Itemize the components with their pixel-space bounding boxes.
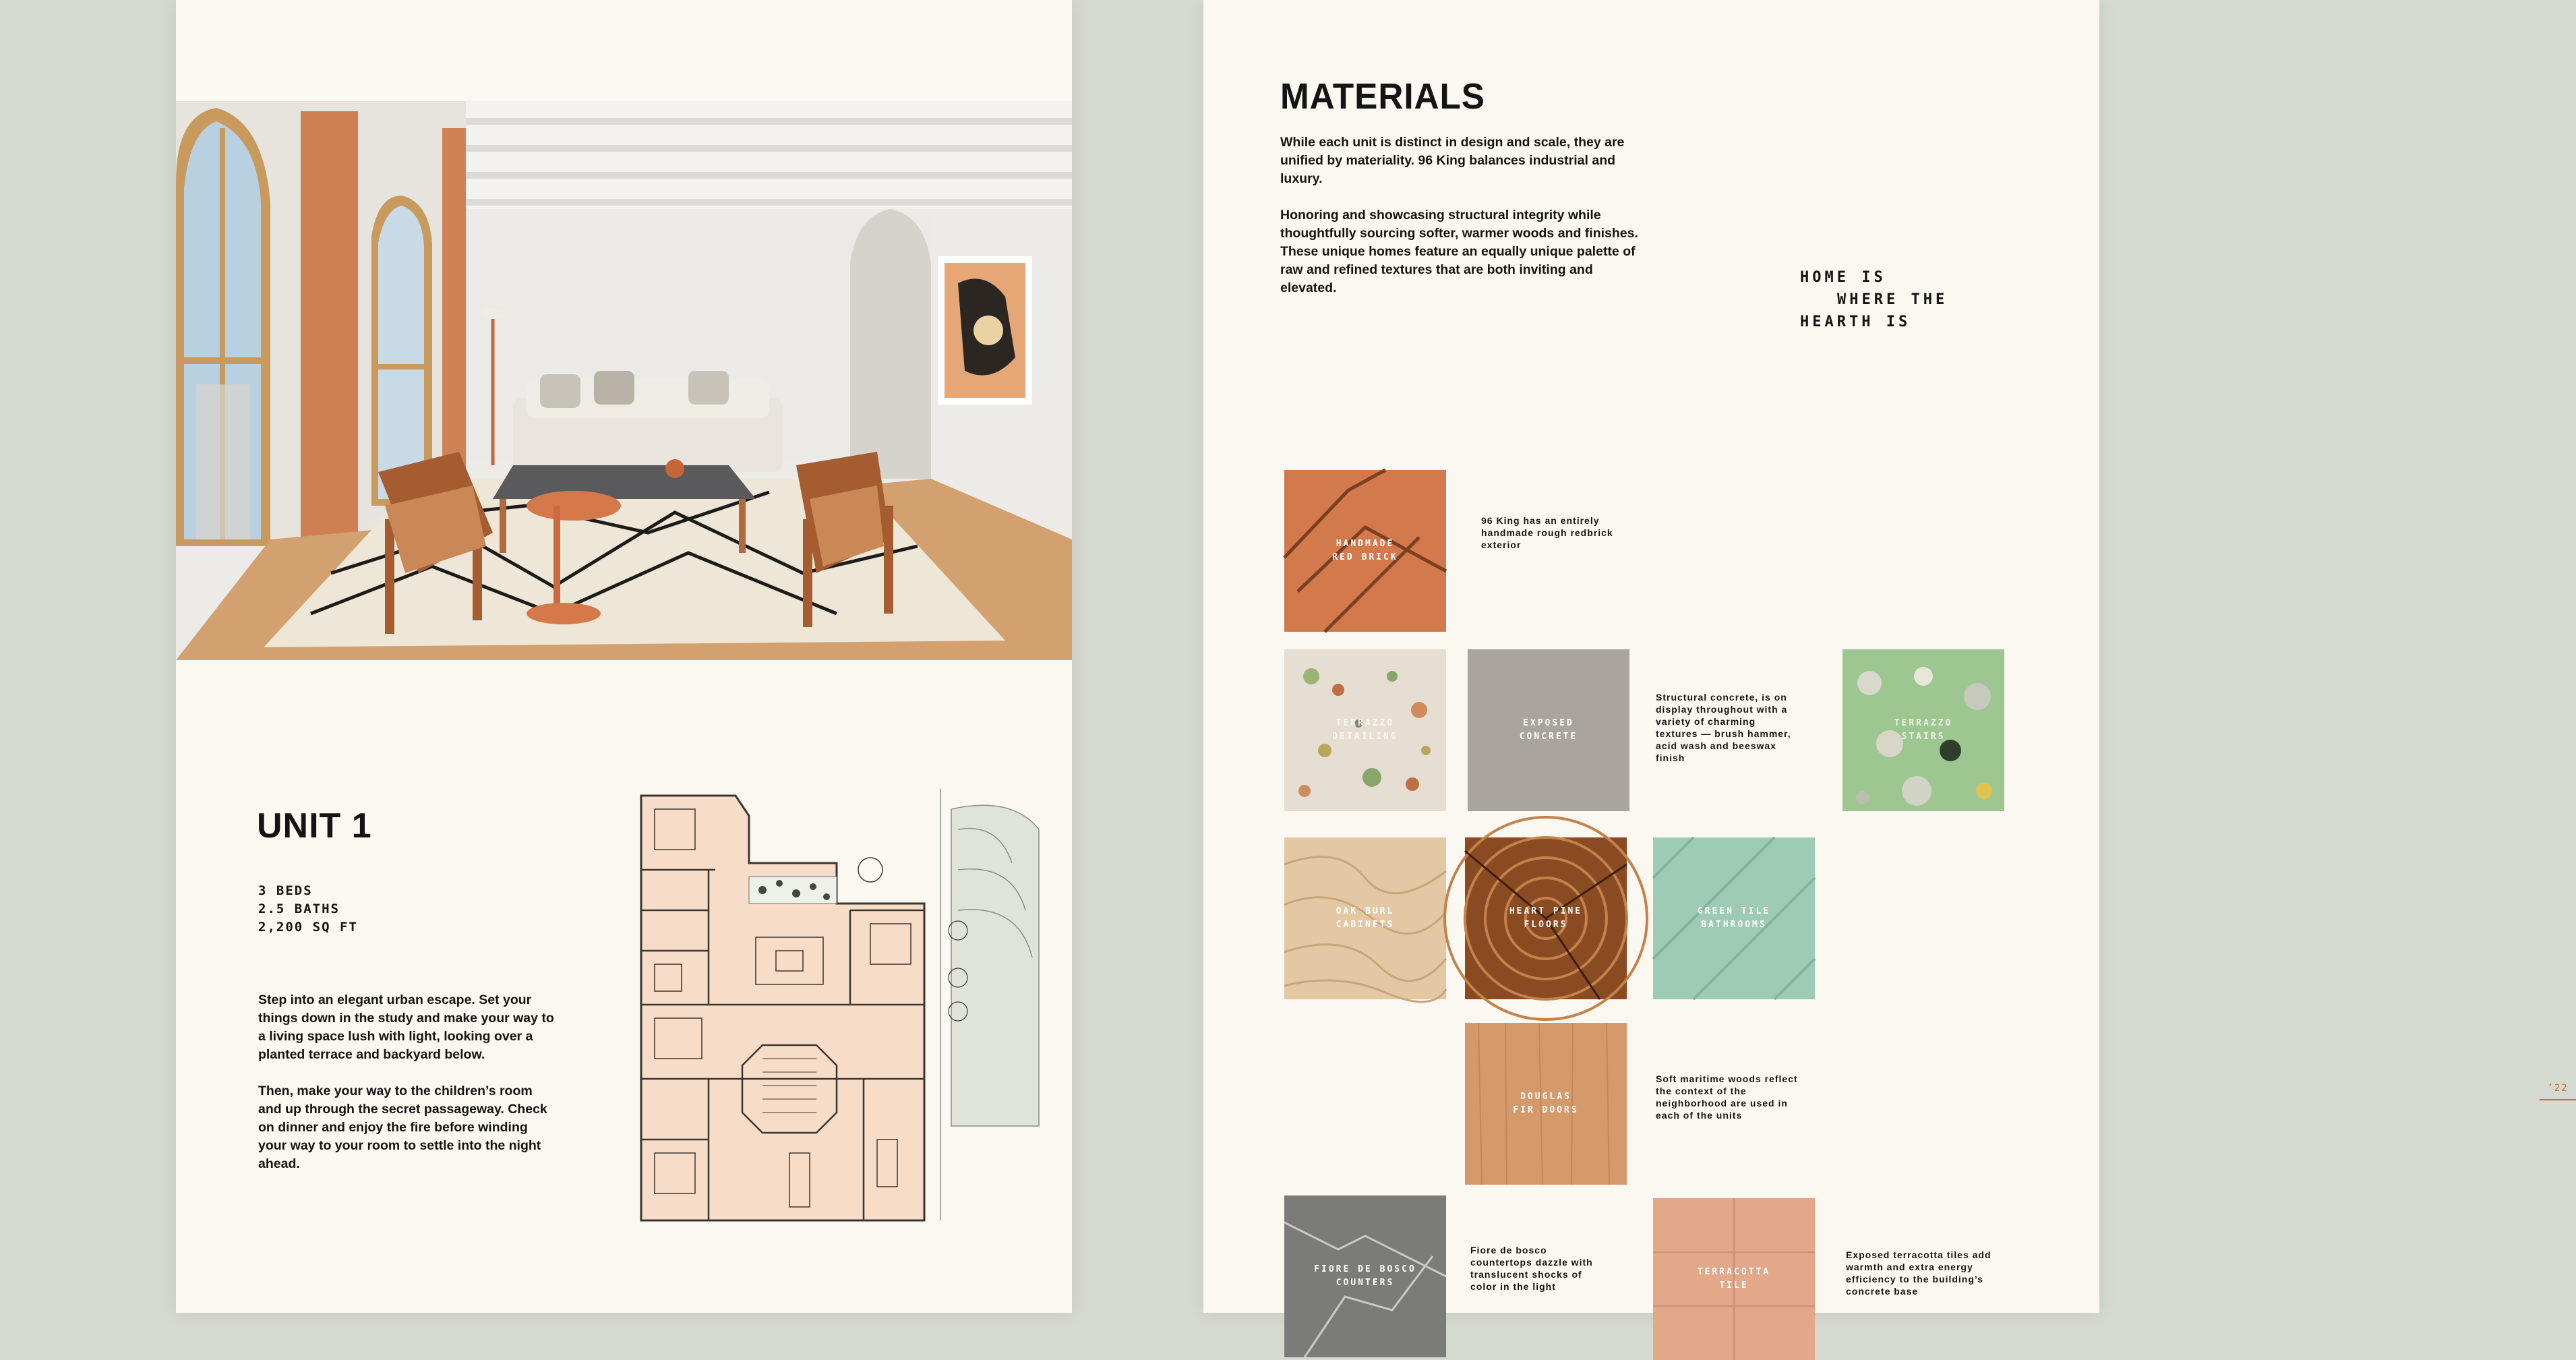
tile-terracotta	[1653, 1198, 1815, 1360]
beds-stat: 3 BEDS	[258, 883, 313, 898]
floor-plan	[634, 789, 1039, 1227]
tile-douglas-fir	[1465, 1023, 1627, 1185]
tile-fiore-de-bosco	[1284, 1195, 1446, 1357]
unit-paragraph-1: Step into an elegant urban escape. Set your things down in the study and make your way to a living space lush with light, looking over a planted terrace and backyard below.	[258, 993, 554, 1062]
living-room-photo	[176, 101, 1072, 660]
tile-terrazzo-stairs-label: TERRAZZO STAIRS	[1894, 718, 1953, 742]
hearth-line-3: HEARTH IS	[1800, 314, 1911, 330]
tile-red-brick-label: HANDMADE RED BRICK	[1332, 539, 1398, 562]
tile-heart-pine-label: HEART PINE FLOORS	[1509, 906, 1583, 930]
materials-title: MATERIALS	[1280, 76, 1485, 117]
hearth-line-1: HOME IS	[1800, 269, 1886, 286]
year-rule	[2540, 1099, 2576, 1100]
caption-concrete: Structural concrete, is on display throughout with a variety of charming textures — brush hammer, acid wash and beeswax finish	[1656, 692, 1791, 763]
tile-exposed-concrete-label: EXPOSED CONCRETE	[1519, 718, 1578, 742]
tile-fiore-de-bosco-label: FIORE DE BOSCO COUNTERS	[1314, 1264, 1416, 1288]
right-page	[1203, 0, 2569, 1313]
unit-title: UNIT 1	[257, 806, 372, 846]
caption-fiore: Fiore de bosco countertops dazzle with translucent shocks of color in the light	[1470, 1245, 1593, 1292]
left-page	[176, 0, 1072, 1313]
materials-paragraph-2: Honoring and showcasing structural integrity while thoughtfully sourcing softer, warmer woods and finishes. These unique homes feature an equally unique palette of raw and refined textures that are both inviting and elevated.	[1280, 208, 1638, 295]
area-stat: 2,200 SQ FT	[258, 920, 358, 935]
tile-green-tile-label: GREEN TILE BATHROOMS	[1697, 906, 1771, 930]
tile-douglas-fir-label: DOUGLAS FIR DOORS	[1513, 1092, 1579, 1115]
tile-exposed-concrete	[1468, 649, 1629, 811]
tile-terracotta-label: TERRACOTTA TILE	[1697, 1267, 1771, 1291]
caption-brick: 96 King has an entirely handmade rough redbrick exterior	[1481, 515, 1613, 550]
tile-terrazzo-stairs	[1843, 649, 2004, 811]
tile-terrazzo-detailing	[1284, 649, 1446, 811]
unit-description	[258, 991, 555, 1173]
tile-oak-burl-label: OAK BURL CABINETS	[1336, 906, 1395, 930]
caption-woods: Soft maritime woods reflect the context of the neighborhood are used in each of the units	[1656, 1073, 1798, 1121]
unit-paragraph-2: Then, make your way to the children’s room and up through the secret passageway. Check on dinner and enjoy the fire before winding your way to your room to settle into the night ahead.	[258, 1084, 547, 1171]
tile-oak-burl	[1284, 837, 1446, 999]
tile-green-tile	[1653, 837, 1815, 999]
tile-terrazzo-detailing-label: TERRAZZO DETAILING	[1332, 718, 1398, 742]
unit-stats	[258, 882, 358, 937]
baths-stat: 2.5 BATHS	[258, 901, 340, 916]
materials-paragraph-1: While each unit is distinct in design and scale, they are unified by materiality. 96 King balances industrial and luxury.	[1280, 135, 1625, 186]
caption-terracotta: Exposed terracotta tiles add warmth and extra energy efficiency to the building’s concrete base	[1846, 1249, 1991, 1297]
tile-red-brick	[1284, 470, 1446, 632]
hearth-line-2: WHERE THE	[1837, 291, 1948, 308]
tile-heart-pine	[1465, 837, 1627, 999]
materials-description	[1280, 134, 1644, 297]
year-label: ’22	[2547, 1083, 2569, 1094]
